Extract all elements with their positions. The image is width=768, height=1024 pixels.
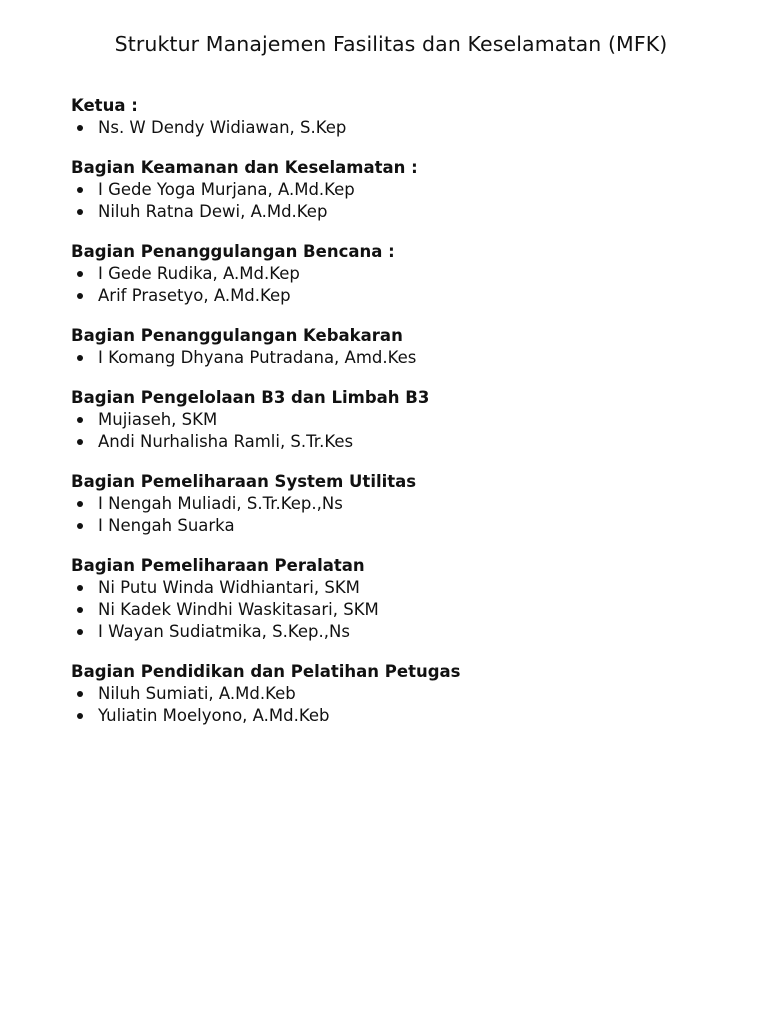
member-item — [71, 515, 731, 537]
section-heading: Bagian Pendidikan dan Pelatihan Petugas — [71, 662, 461, 681]
bullet-icon — [77, 439, 83, 445]
member-item — [71, 493, 731, 515]
member-name: Yuliatin Moelyono, A.Md.Keb — [98, 706, 330, 725]
member-name: Ns. W Dendy Widiawan, S.Kep — [98, 118, 347, 137]
bullet-icon — [77, 293, 83, 299]
member-name: Niluh Ratna Dewi, A.Md.Kep — [98, 202, 328, 221]
section — [71, 158, 731, 223]
member-list — [71, 347, 731, 369]
section — [71, 96, 731, 139]
member-name: I Komang Dhyana Putradana, Amd.Kes — [98, 348, 417, 367]
bullet-icon — [77, 417, 83, 423]
member-item — [71, 599, 731, 621]
bullet-icon — [77, 209, 83, 215]
bullet-icon — [77, 629, 83, 635]
member-name: Arif Prasetyo, A.Md.Kep — [98, 286, 291, 305]
section — [71, 472, 731, 537]
bullet-icon — [77, 271, 83, 277]
section — [71, 242, 731, 307]
member-item — [71, 201, 731, 223]
member-list — [71, 263, 731, 307]
bullet-icon — [77, 501, 83, 507]
member-name: Niluh Sumiati, A.Md.Keb — [98, 684, 296, 703]
section-heading: Ketua : — [71, 96, 138, 115]
member-list — [71, 117, 731, 139]
member-item — [71, 285, 731, 307]
member-name: Mujiaseh, SKM — [98, 410, 218, 429]
section — [71, 388, 731, 453]
bullet-icon — [77, 691, 83, 697]
bullet-icon — [77, 523, 83, 529]
section-heading: Bagian Pengelolaan B3 dan Limbah B3 — [71, 388, 430, 407]
member-item — [71, 683, 731, 705]
bullet-icon — [77, 355, 83, 361]
structure-content — [71, 96, 731, 746]
member-item — [71, 577, 731, 599]
member-item — [71, 117, 731, 139]
section — [71, 556, 731, 643]
member-item — [71, 347, 731, 369]
member-list — [71, 409, 731, 453]
member-name: I Wayan Sudiatmika, S.Kep.,Ns — [98, 622, 350, 641]
member-name: I Gede Rudika, A.Md.Kep — [98, 264, 300, 283]
section-heading: Bagian Penanggulangan Bencana : — [71, 242, 395, 261]
member-list — [71, 577, 731, 643]
member-item — [71, 705, 731, 727]
section-heading: Bagian Pemeliharaan Peralatan — [71, 556, 365, 575]
bullet-icon — [77, 187, 83, 193]
section — [71, 326, 731, 369]
section-heading: Bagian Keamanan dan Keselamatan : — [71, 158, 418, 177]
bullet-icon — [77, 585, 83, 591]
member-item — [71, 409, 731, 431]
bullet-icon — [77, 713, 83, 719]
section — [71, 662, 731, 727]
member-item — [71, 179, 731, 201]
member-name: Andi Nurhalisha Ramli, S.Tr.Kes — [98, 432, 354, 451]
member-item — [71, 431, 731, 453]
member-list — [71, 683, 731, 727]
member-name: I Nengah Muliadi, S.Tr.Kep.,Ns — [98, 494, 343, 513]
member-item — [71, 621, 731, 643]
member-name: I Nengah Suarka — [98, 516, 235, 535]
member-name: I Gede Yoga Murjana, A.Md.Kep — [98, 180, 355, 199]
bullet-icon — [77, 125, 83, 131]
bullet-icon — [77, 607, 83, 613]
member-item — [71, 263, 731, 285]
member-list — [71, 493, 731, 537]
page-title: Struktur Manajemen Fasilitas dan Keselamatan (MFK) — [114, 32, 668, 56]
member-name: Ni Kadek Windhi Waskitasari, SKM — [98, 600, 379, 619]
section-heading: Bagian Pemeliharaan System Utilitas — [71, 472, 417, 491]
section-heading: Bagian Penanggulangan Kebakaran — [71, 326, 403, 345]
member-name: Ni Putu Winda Widhiantari, SKM — [98, 578, 360, 597]
member-list — [71, 179, 731, 223]
